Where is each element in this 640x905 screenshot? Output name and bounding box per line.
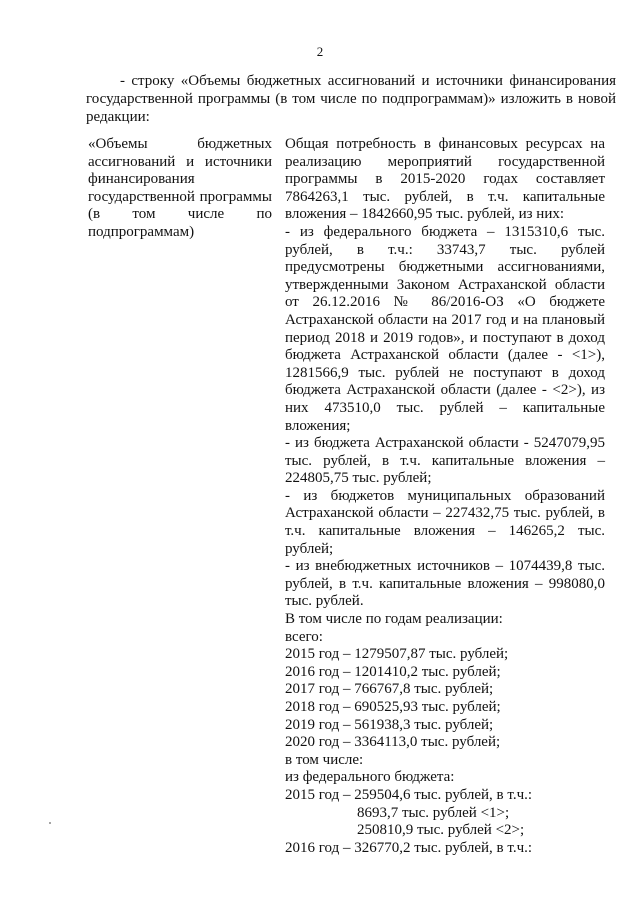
intro-text: - строку «Объемы бюджетных ассигнований и источники финансирования государственной программы (в том числе по подпрограммам)» изложить в новой редакции:: [86, 73, 616, 125]
left-column-label: «Объемы бюджетных ассигнований и источники финансирования государственной программы (в том числе по подпрограммам): [88, 136, 272, 240]
federal-2016: 2016 год – 326770,2 тыс. рублей, в т.ч.:: [285, 839, 533, 856]
total-2018: 2018 год – 690525,93 тыс. рублей;: [285, 699, 501, 715]
total-2019: 2019 год – 561938,3 тыс. рублей;: [285, 716, 494, 733]
intro-paragraph: [86, 72, 616, 126]
paragraph-municipal-budget: - из бюджетов муниципальных образований Астраханской области – 227432,75 тыс. рублей, в т.ч. капитальные вложения – 146265,2 тыс. рублей;: [285, 487, 605, 557]
years-heading: В том числе по годам реализации:: [285, 611, 503, 628]
total-2015: 2015 год – 1279507,87 тыс. рублей;: [285, 646, 509, 663]
page-number: 2: [316, 44, 324, 59]
paragraph-total-need: Общая потребность в финансовых ресурсах на реализацию мероприятий государственной программы в 2015-2020 годах составляет 7864263,1 тыс. рублей, в т.ч. капитальные вложения – 1842660,95 тыс. рублей, из них:: [285, 136, 605, 223]
federal-2015-sub2: 250810,9 тыс. рублей <2>;: [357, 822, 525, 839]
right-column: [285, 136, 605, 857]
including-label: в том числе:: [285, 751, 364, 768]
total-2016: 2016 год – 1201410,2 тыс. рублей;: [285, 663, 501, 680]
paragraph-extrabudgetary: - из внебюджетных источников – 1074439,8 тыс. рублей, в т.ч. капитальные вложения – 998080,0 тыс. рублей.: [285, 558, 605, 610]
federal-2015-sub1: 8693,7 тыс. рублей <1>;: [357, 804, 510, 821]
total-label: всего:: [285, 628, 323, 645]
paragraph-regional-budget: - из бюджета Астраханской области - 5247079,95 тыс. рублей, в т.ч. капитальные вложения – 224805,75 тыс. рублей;: [285, 435, 605, 487]
paragraph-federal-budget: - из федерального бюджета – 1315310,6 тыс. рублей, в т.ч.: 33743,7 тыс. рублей предусмотрены бюджетными ассигнованиями, утвержденными Законом Астраханской области от 26.12.2016 № 86/2016-ОЗ «О бюджете Астраханской области на 2017 год и на плановый период 2018 и 2019 годов», и поступают в доход бюджета Астраханской области (далее - <1>), 1281566,9 тыс. рублей не поступают в доход бюджета Астраханской области (далее - <2>), из них 473510,0 тыс. рублей – капитальные вложения;: [285, 223, 605, 434]
federal-2015: 2015 год – 259504,6 тыс. рублей, в т.ч.:: [285, 786, 533, 803]
total-2017: 2017 год – 766767,8 тыс. рублей;: [285, 681, 494, 698]
scan-speck: [49, 822, 51, 824]
total-2020: 2020 год – 3364113,0 тыс. рублей;: [285, 734, 501, 751]
federal-label: из федерального бюджета:: [285, 769, 455, 786]
